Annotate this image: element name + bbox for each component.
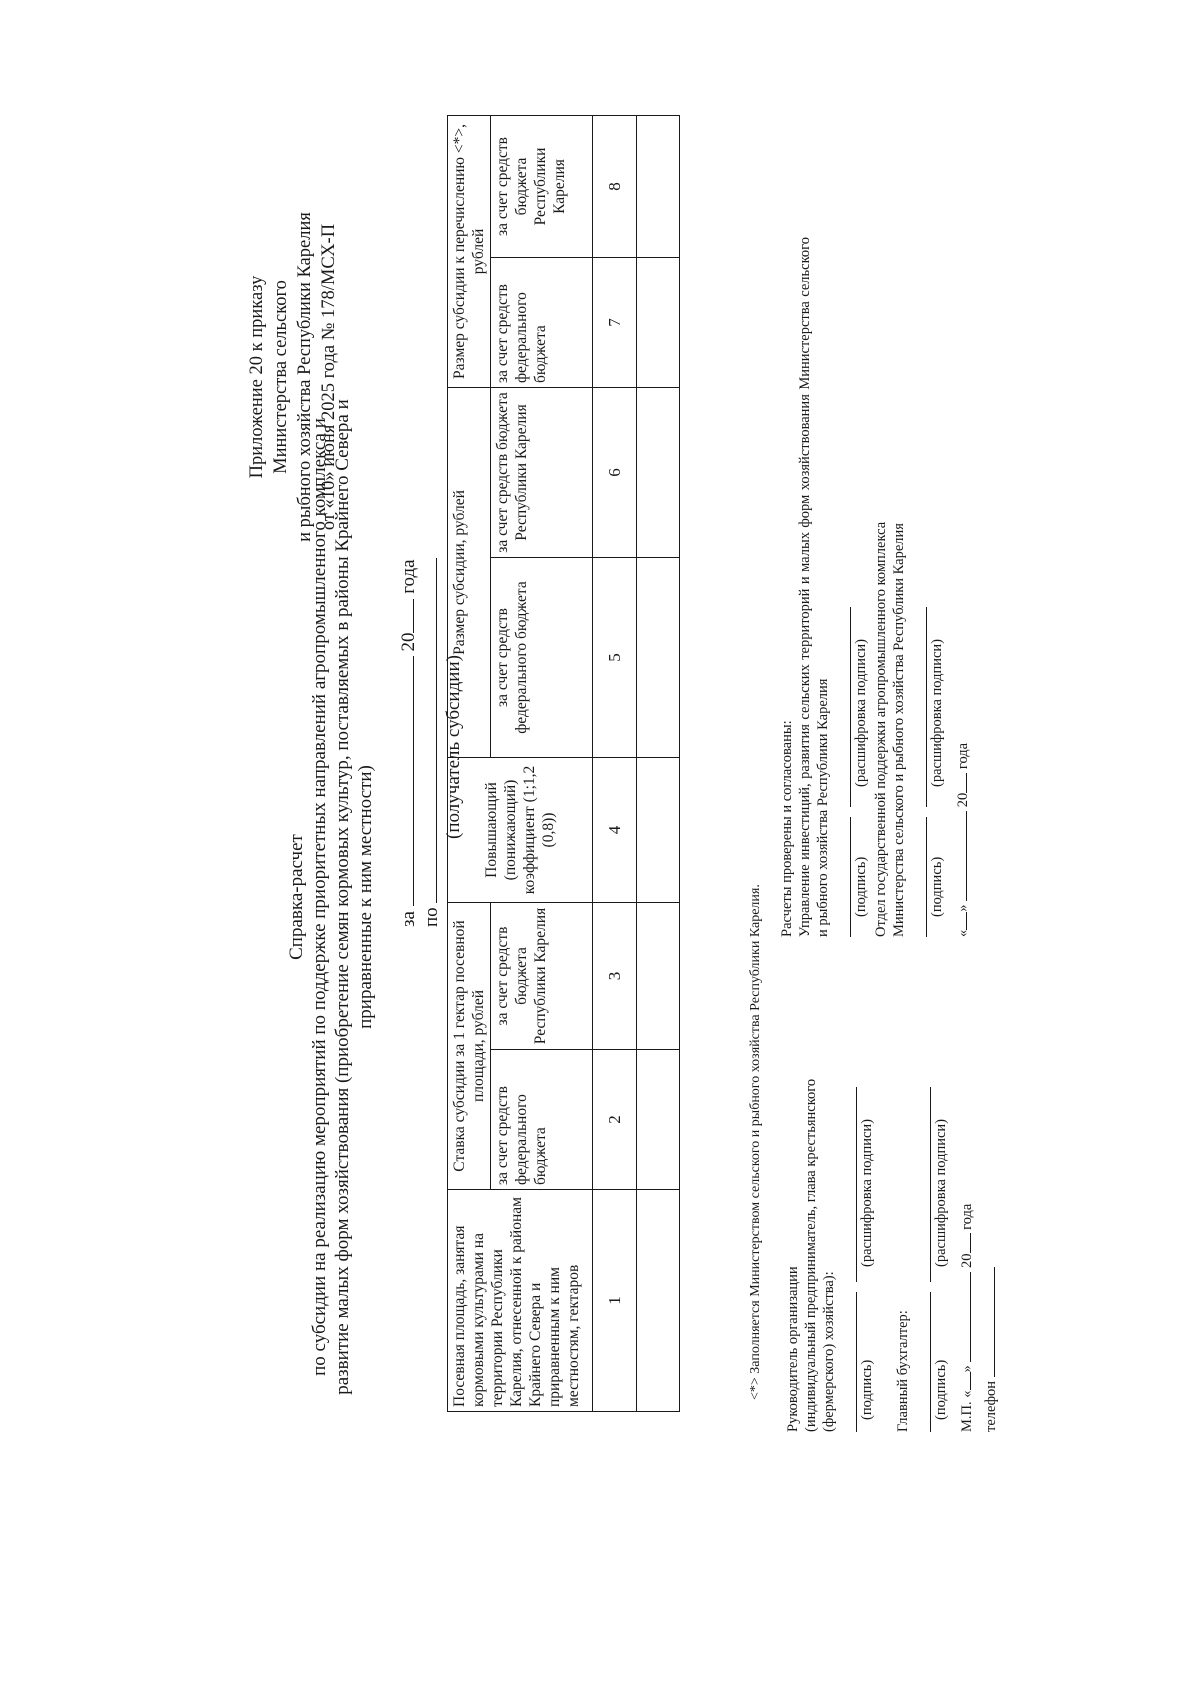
subheader-federal-size: за счет средств федерального бюджета <box>491 558 593 758</box>
header-line-4: от «10» июня 2025 года № 178/МСХ-П <box>319 223 339 531</box>
cell-1 <box>637 1190 680 1412</box>
document-title <box>285 247 377 1547</box>
phone-line <box>976 1002 1000 1432</box>
cell-8 <box>637 115 680 257</box>
accountant-decode-label: (расшифровка подписи) <box>933 1118 949 1267</box>
header-line-2: Министерства сельского <box>271 280 291 474</box>
col-number-3: 3 <box>593 903 637 1050</box>
cell-2 <box>637 1050 680 1190</box>
subheader-regional-size: за счет средств бюджета Республики Карелия <box>491 387 593 557</box>
year-blank <box>395 599 414 633</box>
accountant-sign-line <box>930 1292 931 1432</box>
accountant-sign-label: (подпись) <box>933 1359 949 1420</box>
head-sign-label: (подпись) <box>859 1359 875 1420</box>
cell-4 <box>637 758 680 903</box>
dept1-decode-label: (расшифровка подписи) <box>853 638 869 787</box>
recipient-label: (получатель субсидии) <box>443 655 464 839</box>
recipient-prefix: по <box>421 907 442 927</box>
head-title-1: Руководитель организации <box>785 1266 801 1432</box>
phone-blank <box>976 1267 995 1377</box>
header-size-group: Размер субсидии, рублей <box>448 387 491 757</box>
header-transfer-group: Размер субсидии к перечислению <*>, рублей <box>448 115 491 387</box>
approval-dept-2-line-1: Отдел государственной поддержки агропромышленного комплекса <box>873 521 889 937</box>
applicant-signatures <box>784 1002 1000 1432</box>
col-number-1: 1 <box>593 1190 637 1412</box>
header-coefficient: Повышающий (понижающий) коэффициент (1;1,2 (0,8)) <box>448 758 593 903</box>
header-sown-area: Посевная площадь, занятая кормовыми культурами на территории Республики Карелия, отнесенной к районам Крайнего Севера и приравненным к ним местностям, гектаров <box>448 1190 593 1412</box>
ministry-approvals <box>778 237 972 937</box>
stamp-label: М.П. « <box>959 1390 975 1432</box>
approval-dept-2-line-2: Министерства сельского и рыбного хозяйства Республики Карелия <box>891 523 907 937</box>
accountant-label: Главный бухгалтер: <box>895 1310 911 1432</box>
dept1-decode-line <box>850 607 851 807</box>
period-prefix: за <box>398 911 419 927</box>
cell-7 <box>637 257 680 387</box>
head-decode-line <box>856 1087 857 1282</box>
dept1-sign-label: (подпись) <box>853 856 869 917</box>
head-decode-label: (расшифровка подписи) <box>859 1118 875 1267</box>
approval-dept-1: Управление инвестиций, развития сельских территорий и малых форм хозяйствования Министерства сельского и рыбного хозяйства Республики Карелия <box>797 237 831 937</box>
col-number-7: 7 <box>593 257 637 387</box>
recipient-blank <box>418 558 437 903</box>
title-line-2: развитие малых форм хозяйствования (приобретение семян кормовых культур, поставляемых в районы Крайнего Севера и <box>332 399 353 1395</box>
footnote: <*> Заполняется Министерством сельского и рыбного хозяйства Республики Карелия. <box>748 884 763 1400</box>
approval-intro: Расчеты проверены и согласованы: <box>779 720 795 937</box>
period-blank <box>395 656 414 906</box>
cell-3 <box>637 903 680 1050</box>
col-number-5: 5 <box>593 558 637 758</box>
col-number-2: 2 <box>593 1050 637 1190</box>
subheader-regional-transfer: за счет средств бюджета Республики Карелия <box>491 115 593 257</box>
dept2-decode-line <box>926 607 927 807</box>
table-number-row <box>593 115 637 1411</box>
subheader-regional-rate: за счет средств бюджета Республики Карелия <box>491 903 593 1050</box>
date-blank <box>952 1272 971 1362</box>
head-title-3: (фермерского) хозяйства): <box>821 1271 837 1432</box>
head-sign-line <box>856 1292 857 1432</box>
recipient-line <box>418 558 444 927</box>
title-line-1: по субсидии на реализацию мероприятий по поддержке приоритетных направлений агропромышленного комплекса и <box>309 418 330 1376</box>
cell-5 <box>637 558 680 758</box>
subheader-federal-rate: за счет средств федерального бюджета <box>491 1050 593 1190</box>
title-line-3: приравненные к ним местности) <box>355 765 376 1029</box>
col-number-4: 4 <box>593 758 637 903</box>
dept2-sign-label: (подпись) <box>929 856 945 917</box>
head-title-2: (индивидуальный предприниматель, глава крестьянского <box>803 1078 819 1432</box>
cell-6 <box>637 387 680 557</box>
dept2-sign-line <box>926 817 927 937</box>
period-year-suffix: года <box>398 559 419 594</box>
dept2-decode-label: (расшифровка подписи) <box>929 638 945 787</box>
header-line-1: Приложение 20 к приказу <box>247 275 267 479</box>
table-data-row <box>637 115 680 1411</box>
phone-label: телефон <box>983 1380 999 1432</box>
dept1-sign-line <box>850 817 851 937</box>
period-year-prefix: 20 <box>398 632 419 652</box>
title-heading: Справка-расчет <box>286 834 307 960</box>
col-number-8: 8 <box>593 115 637 257</box>
table-header-row <box>448 115 491 1411</box>
subsidy-table <box>447 115 680 1412</box>
approval-date-line: «» 20 года <box>948 237 972 937</box>
header-rate-group: Ставка субсидии за 1 гектар посевной площади, рублей <box>448 903 491 1190</box>
stamp-date-line: М.П. «» 20 года <box>952 1002 976 1432</box>
header-line-3: и рыбного хозяйства Республики Карелия <box>295 212 315 542</box>
accountant-decode-line <box>930 1087 931 1282</box>
col-number-6: 6 <box>593 387 637 557</box>
subheader-federal-transfer: за счет средств федерального бюджета <box>491 257 593 387</box>
